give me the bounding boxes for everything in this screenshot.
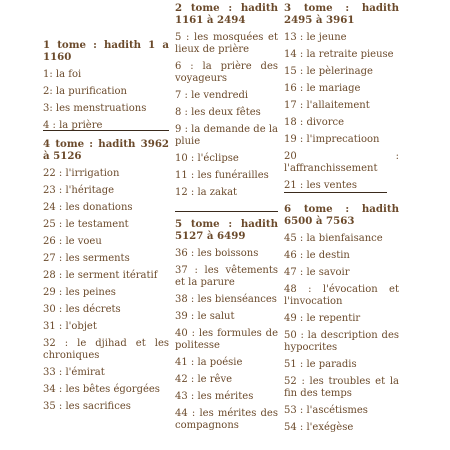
tome-5-section xyxy=(175,218,278,437)
list-item: 7 : le vendredi xyxy=(175,90,249,101)
list-item: 27 : les serments xyxy=(43,253,130,264)
list-item: 42 : le rêve xyxy=(175,374,233,385)
list-item: 47 : le savoir xyxy=(284,267,350,278)
list-item: 28 : le serment itératif xyxy=(43,270,158,281)
list-item: 9 : la demande de la pluie xyxy=(175,124,278,147)
list-item: 35 : les sacrifices xyxy=(43,401,131,412)
list-item: 29 : les peines xyxy=(43,287,116,298)
tome-1-section xyxy=(43,39,169,137)
list-item: 3: les menstruations xyxy=(43,103,147,114)
list-item: 17 : l'allaitement xyxy=(284,100,370,111)
list-item: 51 : le paradis xyxy=(284,359,357,370)
list-item: 10 : l'éclipse xyxy=(175,153,239,164)
list-item: 31 : l'objet xyxy=(43,321,97,332)
list-item: 14 : la retraite pieuse xyxy=(284,49,394,60)
list-item: 1: la foi xyxy=(43,69,82,80)
list-item: 21 : les ventes xyxy=(284,180,357,191)
list-item: 45 : la bienfaisance xyxy=(284,233,383,244)
list-item: 37 : les vêtements et la parure xyxy=(175,265,278,288)
list-item: 30 : les décrets xyxy=(43,304,121,315)
list-item: 50 : la description des hypocrites xyxy=(284,330,399,353)
list-item: 11 : les funérailles xyxy=(175,170,269,181)
tome-1-title: 1 tome : hadith 1 a 1160 xyxy=(43,39,169,63)
section-divider xyxy=(175,211,278,212)
list-item: 25 : le testament xyxy=(43,219,129,230)
list-item: 33 : l'émirat xyxy=(43,367,105,378)
tome-2-title: 2 tome : hadith 1161 à 2494 xyxy=(175,2,278,26)
tome-4-title: 4 tome : hadith 3962 à 5126 xyxy=(43,138,169,162)
list-item: 16 : le mariage xyxy=(284,83,361,94)
list-item: 15 : le pèlerinage xyxy=(284,66,373,77)
list-item: 44 : les mérites des compagnons xyxy=(175,408,278,431)
tome-3-section xyxy=(284,2,399,197)
list-item: 2: la purification xyxy=(43,86,127,97)
list-item: 13 : le jeune xyxy=(284,32,347,43)
list-item: 41 : la poésie xyxy=(175,357,243,368)
list-item: 43 : les mérites xyxy=(175,391,254,402)
list-item: 38 : les bienséances xyxy=(175,294,277,305)
list-item: 53 : l'ascétismes xyxy=(284,405,368,416)
list-item: 24 : les donations xyxy=(43,202,133,213)
tome-3-title: 3 tome : hadith 2495 à 3961 xyxy=(284,2,399,26)
list-item: 32 : le djihad et les chroniques xyxy=(43,338,169,361)
list-item: 12 : la zakat xyxy=(175,187,238,198)
list-item: 19 : l'imprecatioon xyxy=(284,134,380,145)
list-item: 23 : l'héritage xyxy=(43,185,115,196)
list-item: 48 : l'évocation et l'invocation xyxy=(284,284,399,307)
tome-6-section xyxy=(284,203,399,439)
tome-4-section xyxy=(43,138,169,418)
list-item: 26 : le voeu xyxy=(43,236,102,247)
list-item: 40 : les formules de politesse xyxy=(175,328,278,351)
list-item: 46 : le destin xyxy=(284,250,350,261)
tome-2-section xyxy=(175,2,278,204)
list-item: 18 : divorce xyxy=(284,117,345,128)
section-divider xyxy=(284,192,387,193)
list-item: 5 : les mosquées et lieux de prière xyxy=(175,32,278,55)
tome-6-title: 6 tome : hadith 6500 à 7563 xyxy=(284,203,399,227)
list-item: 6 : la prière des voyageurs xyxy=(175,61,278,84)
list-item: 54 : l'exégèse xyxy=(284,422,354,433)
list-item: 49 : le repentir xyxy=(284,313,361,324)
list-item: 8 : les deux fêtes xyxy=(175,107,261,118)
list-item: 34 : les bêtes égorgées xyxy=(43,384,160,395)
tome-5-title: 5 tome : hadith 5127 à 6499 xyxy=(175,218,278,242)
list-item: 36 : les boissons xyxy=(175,248,259,259)
section-divider xyxy=(43,130,169,131)
list-item: 22 : l'irrigation xyxy=(43,168,120,179)
list-item: 20 : l'affranchissement xyxy=(284,151,399,174)
list-item: 39 : le salut xyxy=(175,311,235,322)
list-item: 4 : la prière xyxy=(43,120,103,131)
list-item: 52 : les troubles et la fin des temps xyxy=(284,376,399,399)
